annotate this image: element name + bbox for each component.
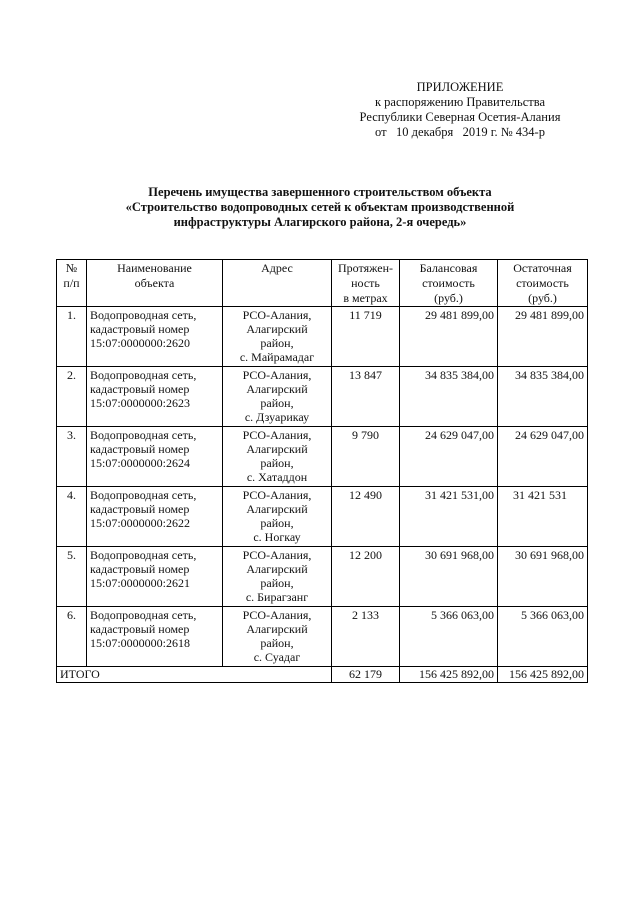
cell-residual: 34 835 384,00 bbox=[498, 367, 588, 427]
cell-name: Водопроводная сеть, кадастровый номер 15:07:0000000:2620 bbox=[87, 307, 223, 367]
cell-length: 12 490 bbox=[332, 487, 400, 547]
cell-address: РСО-Алания, Алагирский район, с. Суадаг bbox=[223, 607, 332, 667]
cell-residual: 30 691 968,00 bbox=[498, 547, 588, 607]
table-header-row bbox=[57, 260, 588, 307]
header-address: Адрес bbox=[223, 260, 332, 307]
total-label: ИТОГО bbox=[57, 667, 332, 683]
cell-residual: 29 481 899,00 bbox=[498, 307, 588, 367]
document-title bbox=[80, 185, 560, 230]
appendix-date-line: от 10 декабря 2019 г. № 434-р bbox=[375, 125, 545, 139]
cell-length: 2 133 bbox=[332, 607, 400, 667]
cell-length: 12 200 bbox=[332, 547, 400, 607]
cell-length: 9 790 bbox=[332, 427, 400, 487]
title-line: инфраструктуры Алагирского района, 2-я очередь» bbox=[173, 215, 467, 229]
cell-balance: 29 481 899,00 bbox=[400, 307, 498, 367]
cell-name: Водопроводная сеть, кадастровый номер 15:07:0000000:2618 bbox=[87, 607, 223, 667]
cell-residual: 24 629 047,00 bbox=[498, 427, 588, 487]
cell-residual: 5 366 063,00 bbox=[498, 607, 588, 667]
header-length: Протяжен- ность в метрах bbox=[332, 260, 400, 307]
cell-residual: 31 421 531 bbox=[498, 487, 588, 547]
header-residual: Остаточная стоимость (руб.) bbox=[498, 260, 588, 307]
cell-num: 3. bbox=[57, 427, 87, 487]
cell-num: 6. bbox=[57, 607, 87, 667]
total-length: 62 179 bbox=[332, 667, 400, 683]
cell-address: РСО-Алания, Алагирский район, с. Бирагзанг bbox=[223, 547, 332, 607]
cell-num: 2. bbox=[57, 367, 87, 427]
total-residual: 156 425 892,00 bbox=[498, 667, 588, 683]
cell-address: РСО-Алания, Алагирский район, с. Ногкау bbox=[223, 487, 332, 547]
table-row bbox=[57, 487, 588, 547]
cell-num: 4. bbox=[57, 487, 87, 547]
cell-length: 11 719 bbox=[332, 307, 400, 367]
header-num: № п/п bbox=[57, 260, 87, 307]
cell-name: Водопроводная сеть, кадастровый номер 15:07:0000000:2623 bbox=[87, 367, 223, 427]
cell-length: 13 847 bbox=[332, 367, 400, 427]
table-row bbox=[57, 367, 588, 427]
cell-address: РСО-Алания, Алагирский район, с. Хатаддон bbox=[223, 427, 332, 487]
cell-name: Водопроводная сеть, кадастровый номер 15:07:0000000:2624 bbox=[87, 427, 223, 487]
header-balance: Балансовая стоимость (руб.) bbox=[400, 260, 498, 307]
total-row bbox=[57, 667, 588, 683]
table-row bbox=[57, 607, 588, 667]
cell-name: Водопроводная сеть, кадастровый номер 15:07:0000000:2622 bbox=[87, 487, 223, 547]
cell-address: РСО-Алания, Алагирский район, с. Дзуарикау bbox=[223, 367, 332, 427]
title-line: «Строительство водопроводных сетей к объектам производственной bbox=[125, 200, 515, 214]
total-balance: 156 425 892,00 bbox=[400, 667, 498, 683]
assets-table bbox=[56, 259, 588, 683]
cell-address: РСО-Алания, Алагирский район, с. Майрамадаг bbox=[223, 307, 332, 367]
table-row bbox=[57, 547, 588, 607]
cell-name: Водопроводная сеть, кадастровый номер 15:07:0000000:2621 bbox=[87, 547, 223, 607]
appendix-heading: ПРИЛОЖЕНИЕ bbox=[416, 80, 504, 94]
cell-balance: 34 835 384,00 bbox=[400, 367, 498, 427]
appendix-line: к распоряжению Правительства bbox=[374, 95, 545, 109]
appendix-block bbox=[340, 80, 580, 140]
table-row bbox=[57, 307, 588, 367]
cell-balance: 30 691 968,00 bbox=[400, 547, 498, 607]
cell-balance: 24 629 047,00 bbox=[400, 427, 498, 487]
title-line: Перечень имущества завершенного строительством объекта bbox=[148, 185, 492, 199]
cell-num: 5. bbox=[57, 547, 87, 607]
cell-num: 1. bbox=[57, 307, 87, 367]
appendix-line: Республики Северная Осетия-Алания bbox=[359, 110, 561, 124]
header-name: Наименование объекта bbox=[87, 260, 223, 307]
table-row bbox=[57, 427, 588, 487]
cell-balance: 31 421 531,00 bbox=[400, 487, 498, 547]
cell-balance: 5 366 063,00 bbox=[400, 607, 498, 667]
